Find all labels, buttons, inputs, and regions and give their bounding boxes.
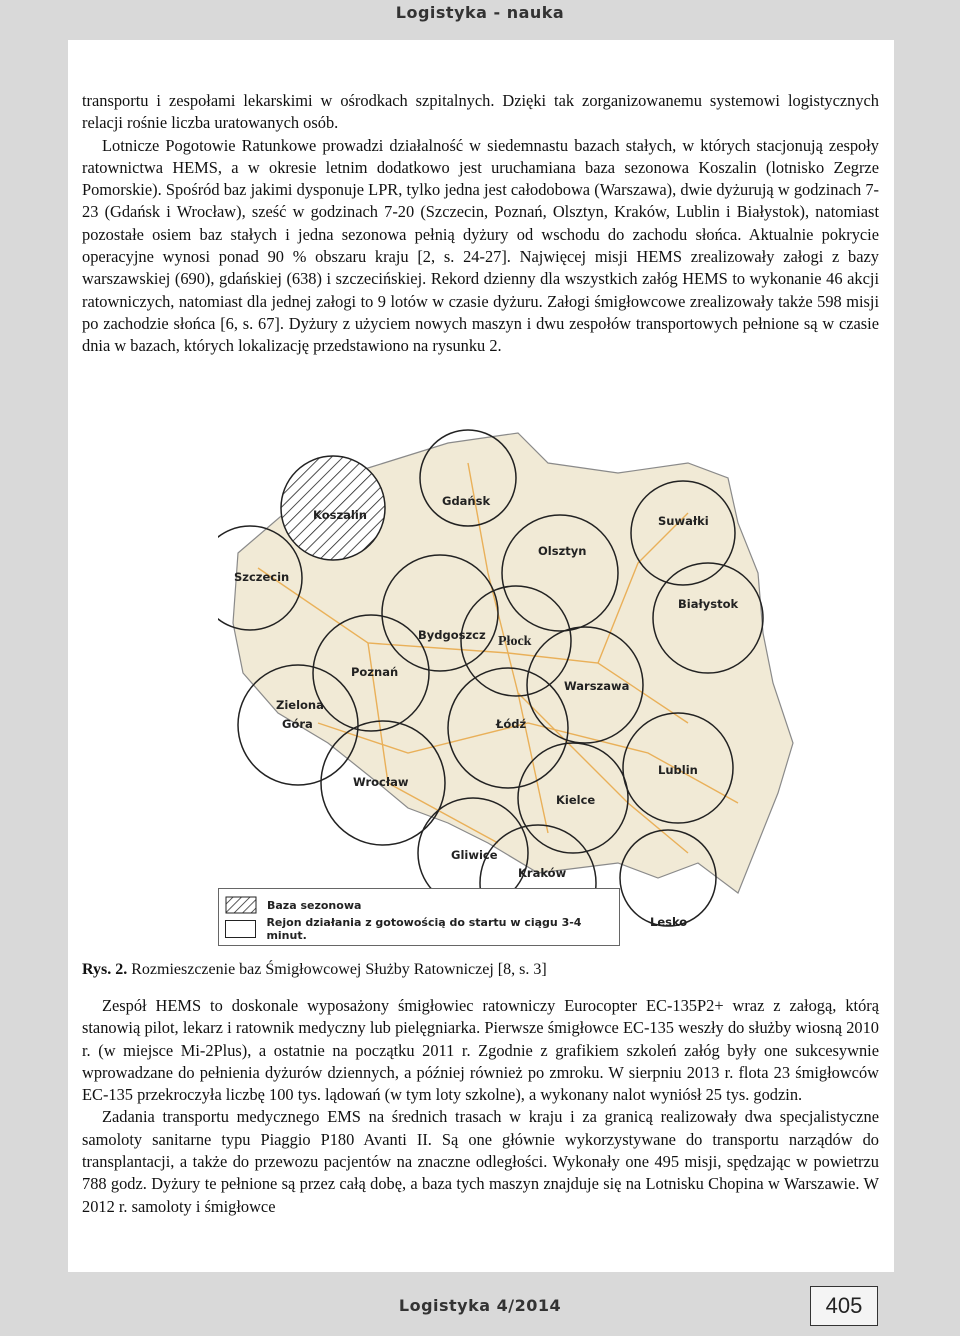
label-suwalki: Suwałki [658, 514, 709, 528]
caption-label: Rys. 2. [82, 961, 128, 978]
label-plock: Płock [498, 634, 532, 649]
label-wroclaw: Wrocław [353, 775, 409, 789]
running-header: Logistyka - nauka [395, 3, 565, 22]
hatch-swatch-icon [225, 896, 257, 914]
legend-row-seasonal [225, 894, 361, 916]
label-gora: Góra [282, 717, 313, 731]
legend-label-seasonal: Baza sezonowa [267, 898, 362, 912]
label-lodz: Łódź [496, 717, 527, 731]
label-krakow: Kraków [518, 866, 567, 880]
body-text-top [82, 90, 879, 358]
label-gliwice: Gliwice [451, 848, 498, 862]
caption-text: Rozmieszczenie baz Śmigłowcowej Służby Ratowniczej [8, s. 3] [127, 961, 547, 978]
label-koszalin: Koszalin [313, 508, 367, 522]
paragraph-2: Lotnicze Pogotowie Ratunkowe prowadzi działalność w siedemnastu bazach stałych, w których stacjonują zespoły ratownictwa HEMS, a w okresie letnim dodatkowo jest uruchamiana baza sezonowa Koszalin (lotnisko Zegrze Pomorskie). Spośród baz jakimi dysponuje LPR, tylko jedna jest całodobowa (Warszawa), dwie dyżurują w godzinach 7-23 (Gdańsk i Wrocław), sześć w godzinach 7-20 (Szczecin, Poznań, Olsztyn, Kraków, Lublin i Białystok), natomiast pozostałe osiem baz stałych i jedna sezonowa pełnią dyżury od wschodu do zachodu słońca. Aktualnie pokrycie operacyjne wynosi ponad 90 % obszaru kraju [2, s. 24-27]. Najwięcej misji HEMS zrealizowały załogi z bazy warszawskiej (690), gdańskiej (638) i szczecińskiej. Rekord dzienny dla wszystkich załóg HEMS to wykonanie 46 akcji ratowniczych, natomiast dla jednej załogi to 9 lotów w czasie dyżuru. Załogi śmigłowcowe zrealizowały także 598 misji po zachodzie słońca [6, s. 67]. Dyżury z użyciem nowych maszyn i dwu zespołów transportowych pełnione są w czasie dnia w bazach, których lokalizację przedstawiono na rysunku 2. [82, 135, 879, 356]
label-poznan: Poznań [351, 665, 399, 679]
label-bialystok: Białystok [678, 597, 739, 611]
label-szczecin: Szczecin [234, 570, 290, 584]
legend-row-range [225, 918, 619, 940]
page [68, 40, 894, 1272]
figure-caption [82, 960, 879, 980]
paragraph-1: transportu i zespołami lekarskimi w ośrodkach szpitalnych. Dzięki tak zorganizowanemu systemowi logistycznych relacji rośnie liczba uratowanych osób. [82, 91, 879, 133]
paragraph-3: Zespół HEMS to doskonale wyposażony śmigłowiec ratowniczy Eurocopter EC-135P2+ wraz z załogą, którą stanowią pilot, lekarz i ratownik medyczny lub pielęgniarka. Pierwsze śmigłowce EC-135 weszły do służby wiosną 2010 r. (w miejsce Mi-2Plus), a ostatnie na początku 2011 r. Zgodnie z grafikiem szkoleń załóg były one sukcesywnie wprowadzane do pełnienia dyżurów dziennych, a później również po zmroku. W sierpniu 2013 r. flota 23 śmigłowców EC-135 przekroczyła liczbę 100 tys. lądowań (w tym loty szkolne), a wykonany nalot wyniósł 25 tys. godzin. [82, 996, 879, 1105]
page-number: 405 [810, 1286, 878, 1326]
blank-swatch-icon [225, 920, 256, 938]
paragraph-4: Zadania transportu medycznego EMS na średnich trasach w kraju i za granicą realizowały dwa specjalistyczne samoloty sanitarne typu Piaggio P180 Avanti II. Są one głównie wykorzystywane do transportu narządów do transplantacji, a także do przewozu pacjentów na znaczne odległości. Wykonały one 495 misji, spędzając w powietrzu 788 godz. Dyżury te pełnione są przez całą dobę, a baza tych maszyn znajduje się na Lotnisku Chopina w Warszawie. W 2012 r. samoloty i śmigłowce [82, 1107, 879, 1216]
label-bydgoszcz: Bydgoszcz [418, 628, 486, 642]
poland-map-figure [218, 423, 808, 943]
label-warszawa: Warszawa [564, 679, 630, 693]
label-olsztyn: Olsztyn [538, 544, 587, 558]
journal-footer: Logistyka 4/2014 [398, 1296, 562, 1315]
label-lesko: Lesko [650, 915, 688, 929]
label-zielona: Zielona [276, 698, 324, 712]
label-gdansk: Gdańsk [442, 494, 491, 508]
legend-label-range: Rejon działania z gotowością do startu w ciągu 3-4 minut. [266, 916, 582, 942]
map-svg [218, 423, 808, 943]
label-kielce: Kielce [556, 793, 596, 807]
label-lublin: Lublin [658, 763, 698, 777]
map-legend [218, 888, 620, 946]
body-text-bottom [82, 995, 879, 1218]
